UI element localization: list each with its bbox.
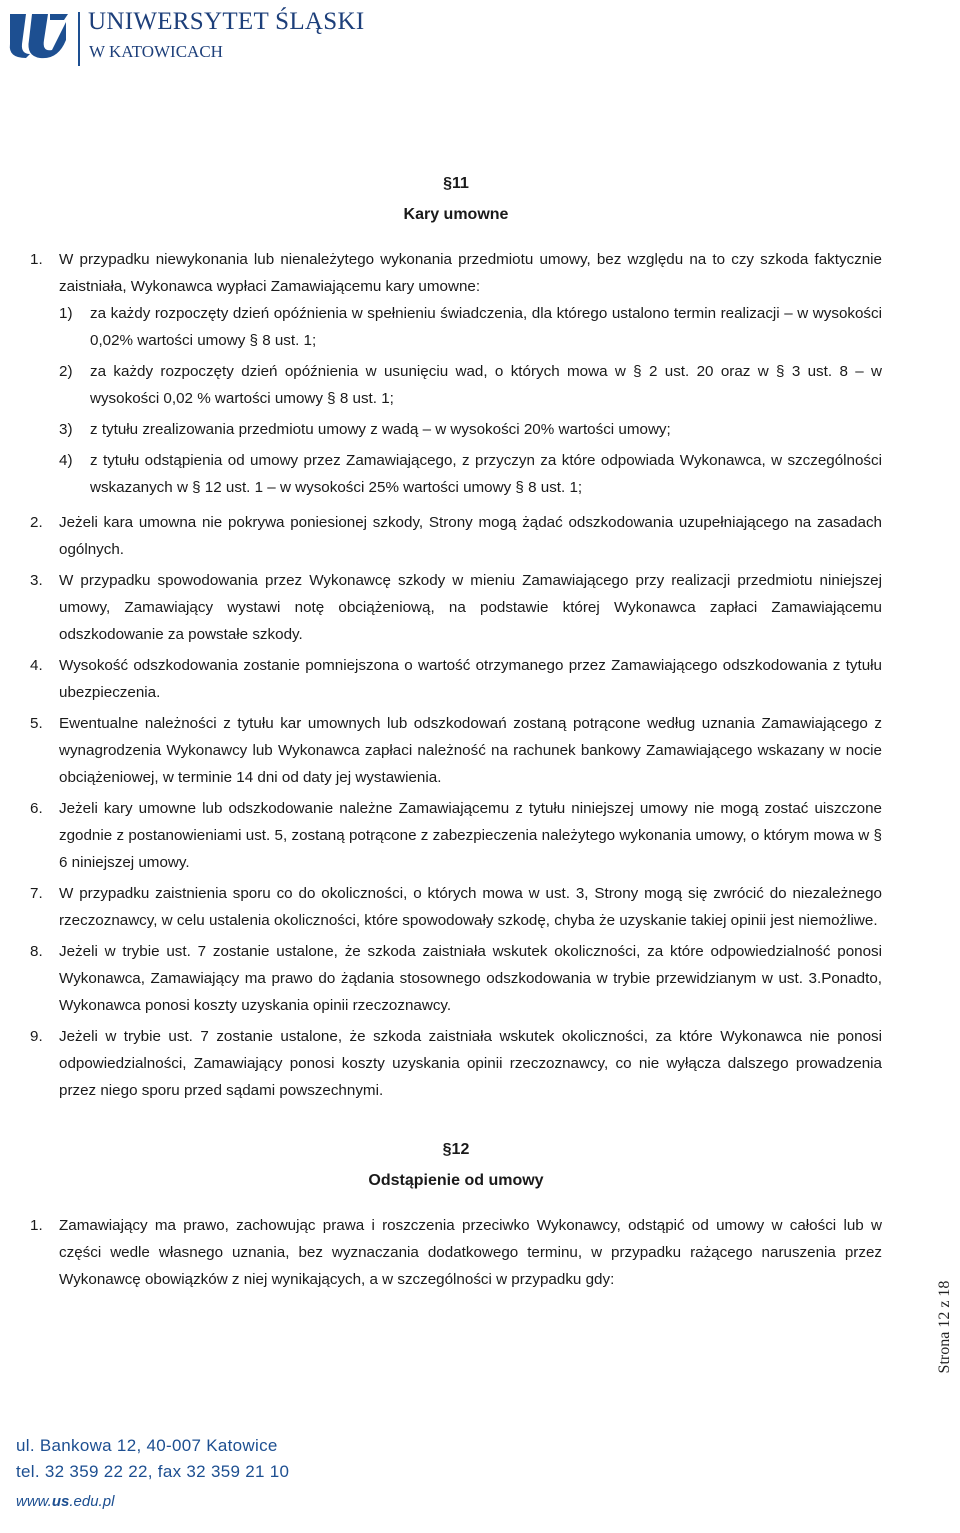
logo-divider <box>78 12 80 66</box>
list-item: 8. Jeżeli w trybie ust. 7 zostanie ustalone, że szkoda zaistniała wskutek okoliczności, za które odpowiedzialność ponosi Wykonawca, Zamawiający ma prawo do żądania stosownego odszkodowania w trybie przewidzianym w ust. 3.Ponadto, Wykonawca ponosi koszty uzyskania opinii rzeczoznawcy. <box>30 943 882 1014</box>
paragraph: W przypadku niewykonania lub nienależytego wykonania przedmiotu umowy, bez względu na to czy szkoda faktycznie zaistniała, Wykonawca wypłaci Zamawiającemu kary umowne: <box>59 251 882 295</box>
sub-item: 4) z tytułu odstąpienia od umowy przez Zamawiającego, z przyczyn za które odpowiada Wykonawca, w szczególności wskazanych w § 12 ust. 1 – w wysokości 25% wartości umowy § 8 ust. 1; <box>59 452 882 496</box>
list-item: 7. W przypadku zaistnienia sporu co do okoliczności, o których mowa w ust. 3, Strony mogą się zwrócić do niezależnego rzeczoznawcy, w celu ustalenia okoliczności, które spowodowały szkodę, chyba że uzyskanie takiej opinii jest niemożliwe. <box>30 885 882 929</box>
us-logo-mark-icon <box>6 10 70 62</box>
page-number: Strona 12 z 18 <box>936 1280 953 1374</box>
section-12 <box>30 1136 882 1293</box>
sub-item: 3) z tytułu zrealizowania przedmiotu umowy z wadą – w wysokości 20% wartości umowy; <box>59 421 671 438</box>
footer <box>16 1433 289 1510</box>
university-logo <box>6 8 386 70</box>
list-item: 9. Jeżeli w trybie ust. 7 zostanie ustalone, że szkoda zaistniała wskutek okoliczności, za które Wykonawca nie ponosi odpowiedzialności, Zamawiający ponosi koszty uzyskania opinii rzeczoznawcy, co nie wyłącza dalszego prowadzenia przez niego sporu przed sądami powszechnymi. <box>30 1028 882 1099</box>
document-body <box>30 170 882 1297</box>
list-item: 5. Ewentualne należności z tytułu kar umownych lub odszkodowań zostaną potrącone według uznania Zamawiającego z wynagrodzenia Wykonawcy lub Wykonawca zapłaci należność na rachunek bankowy Zamawiającego wskazany w nocie obciążeniowej, w terminie 14 dni od daty jej wystawienia. <box>30 715 882 786</box>
sub-item: 1) za każdy rozpoczęty dzień opóźnienia w spełnieniu świadczenia, dla którego ustalono termin realizacji – w wysokości 0,02% wartości umowy § 8 ust. 1; <box>59 305 882 349</box>
university-city: W KATOWICACH <box>89 42 223 61</box>
university-name: UNIWERSYTET ŚLĄSKI <box>88 8 365 35</box>
list-item: 2. Jeżeli kara umowna nie pokrywa poniesionej szkody, Strony mogą żądać odszkodowania uzupełniającego na zasadach ogólnych. <box>30 514 882 558</box>
list-item: 4. Wysokość odszkodowania zostanie pomniejszona o wartość otrzymanego przez Zamawiającego odszkodowania z tytułu ubezpieczenia. <box>30 657 882 701</box>
footer-phone: tel. 32 359 22 22, fax 32 359 21 10 <box>16 1462 290 1481</box>
sub-item: 2) za każdy rozpoczęty dzień opóźnienia w usunięciu wad, o których mowa w § 2 ust. 20 oraz w § 3 ust. 8 – w wysokości 0,02 % wartości umowy § 8 ust. 1; <box>59 363 882 407</box>
section-12-title: Odstąpienie od umowy <box>368 1172 544 1189</box>
section-12-heading: §12 <box>442 1141 470 1158</box>
list-item: 6. Jeżeli kary umowne lub odszkodowanie należne Zamawiającemu z tytułu niniejszej umowy nie mogą zostać uiszczone zgodnie z postanowieniami ust. 5, zostaną potrącone z zabezpieczenia należytego wykonania umowy, o którym mowa w § 6 niniejszej umowy. <box>30 800 882 871</box>
section-11-heading: §11 <box>443 175 469 192</box>
list-item: 1. Zamawiający ma prawo, zachowując prawa i roszczenia przeciwko Wykonawcy, odstąpić od umowy w całości lub w części wedle własnego uznania, bez wyznaczania dodatkowego terminu, w przypadku rażącego naruszenia przez Wykonawcę obowiązków z niej wynikających, a w szczególności w przypadku gdy: <box>30 1217 882 1288</box>
section-11-title: Kary umowne <box>403 206 509 223</box>
list-item: 3. W przypadku spowodowania przez Wykonawcę szkody w mieniu Zamawiającego przy realizacji przedmiotu niniejszej umowy, Zamawiający wystawi notę obciążeniową, na podstawie której Wykonawca zapłaci Zamawiającemu odszkodowanie za powstałe szkody. <box>30 572 882 643</box>
list-item: 1. W przypadku niewykonania lub nienależytego wykonania przedmiotu umowy, bez względu na to czy szkoda faktycznie zaistniała, Wykonawca wypłaci Zamawiającemu kary umowne: 1) za każdy rozpoczęty dzień opóźnienia w spełnieniu świadczenia, dla którego ustalono termin realizacji – w wysokości 0,02% wartości umowy § 8 ust. 1; 2) za każdy rozpoczęty dzień opóźnienia w usunięciu wad, o których mowa w § 2 ust. 20 oraz w § 3 ust. 8 – w wysokości 0,02 % wartości umowy § 8 ust. 1; 3) z tytułu zrealizowania przedmiotu umowy z wadą – w wysokości 20% wartości umowy; 4) z tytułu odstąpienia od umowy przez Zamawiającego, z przyczyn za które odpowiada Wykonawca, w szczególności wskazanych w § 12 ust. 1 – w wysokości 25% wartości umowy § 8 ust. 1; <box>30 246 882 505</box>
footer-website-link[interactable]: www.us.edu.pl <box>16 1493 115 1510</box>
footer-address: ul. Bankowa 12, 40-007 Katowice <box>16 1436 278 1455</box>
